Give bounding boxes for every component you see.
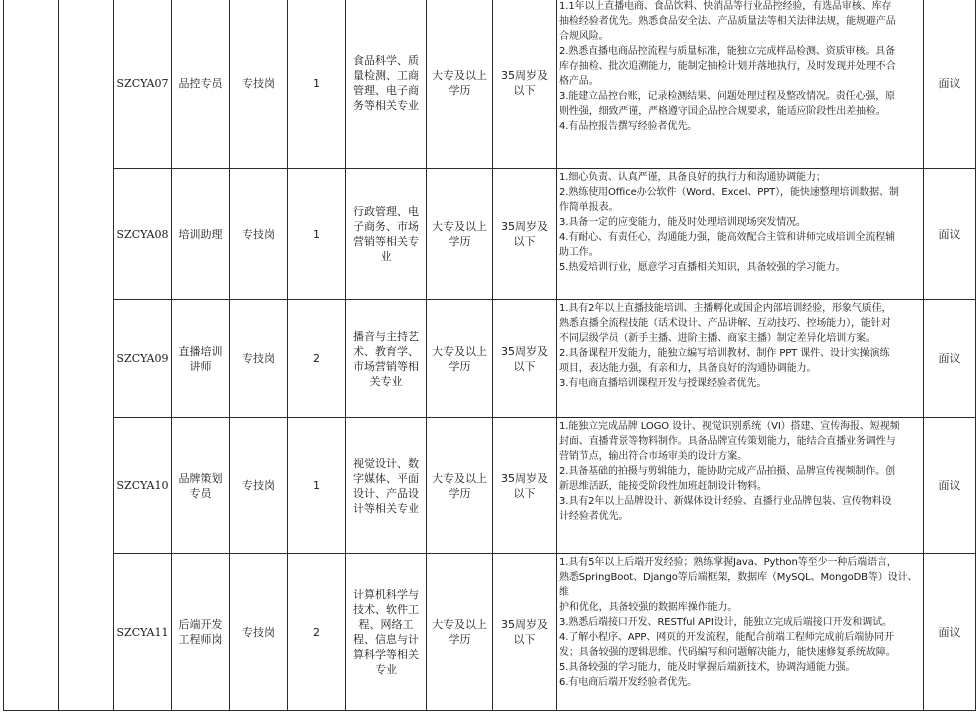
position-type: 专技岗 [230,300,288,418]
requirement-line: 1.能独立完成品牌 LOGO 设计、视觉识别系统（VI）搭建、宣传海报、短视频 [559,421,900,432]
major-requirement: 行政管理、电子商务、市场营销等相关专业 [346,169,427,300]
requirement-line: 2.熟练使用Office办公软件（Word、Excel、PPT），能快速整理培训数据、制 [559,187,899,198]
position-name: 后端开发工程师岗 [172,554,230,711]
requirement-line: 4.有品控报告撰写经验者优先。 [559,121,698,132]
major-requirement: 食品科学、质量检测、工商管理、电子商务等相关专业 [346,0,427,169]
major-requirement: 播音与主持艺术、教育学、市场营销等相关专业 [346,300,427,418]
position-type: 专技岗 [230,169,288,300]
requirement-line: 3.具备一定的应变能力，能及时处理培训现场突发情况。 [559,217,806,228]
requirement-line: 封面、直播背景等物料制作。具备品牌宣传策划能力，能结合直播业务调性与 [559,436,896,447]
position-code: SZCYA07 [114,0,172,169]
position-name: 直播培训讲师 [172,300,230,418]
requirement-line: 3.熟悉后端接口开发、RESTful API设计，能独立完成后端接口开发和调试。 [559,617,892,628]
requirement-line: 4.了解小程序、APP、网页的开发流程，能配合前端工程师完成前后端协同开 [559,632,894,643]
exam-method: 面议 [924,300,976,418]
other-requirements [557,0,924,169]
requirement-line: 则性强，细致严谨，严格遵守国企品控合规要求，能适应阶段性出差抽检。 [559,106,886,117]
requirement-line: 2.熟悉直播电商品控流程与质量标准，能独立完成样品检测、资质审核。具备 [559,46,896,57]
requirement-line: 不同层级学员（新手主播、进阶主播、商家主播）制定差异化培训方案。 [559,333,876,344]
requirement-line: 5.热爱培训行业，愿意学习直播相关知识，具备较强的学习能力。 [559,262,846,273]
other-requirements [557,554,924,711]
age-requirement: 35周岁及以下 [493,0,557,169]
position-code: SZCYA09 [114,300,172,418]
age-requirement: 35周岁及以下 [493,169,557,300]
position-type: 专技岗 [230,0,288,169]
position-code: SZCYA10 [114,418,172,554]
headcount: 1 [288,169,346,300]
requirement-line: 格产品。 [559,76,599,87]
position-code: SZCYA08 [114,169,172,300]
position-name: 培训助理 [172,169,230,300]
other-requirements [557,300,924,418]
exam-method: 面议 [924,0,976,169]
requirement-line: 3.具有2年以上品牌设计、新媒体设计经验、直播行业品牌包装、宣传物料设 [559,496,892,507]
requirement-line: 4.有耐心、有责任心，沟通能力强，能高效配合主管和讲师完成培训全流程辅 [559,232,896,243]
requirement-line: 1.具有5年以上后端开发经验；熟练掌握Java、Python等至少一种后端语言， [559,557,897,568]
requirement-line: 发；具备较强的逻辑思维、代码编写和问题解决能力，能快速修复系统故障。 [559,647,896,658]
requirement-line: 1.具有2年以上直播技能培训、主播孵化或国企内部培训经验，形象气质佳， [559,303,892,314]
education-requirement: 大专及以上学历 [427,418,493,554]
headcount: 1 [288,0,346,169]
requirement-line: 熟悉SpringBoot、Django等后端框架，数据库（MySQL、MongoDB等）设计、维 [559,572,918,598]
requirement-line: 6.有电商后端开发经验者优先。 [559,677,698,688]
table-row [4,0,976,169]
position-name: 品牌策划专员 [172,418,230,554]
headcount: 2 [288,300,346,418]
education-requirement: 大专及以上学历 [427,169,493,300]
requirement-line: 3.能建立品控台账，记录检测结果、问题处理过程及整改情况。责任心强，原 [559,91,896,102]
requirement-line: 新思维活跃，能接受阶段性加班赶制设计物料。 [559,481,767,492]
recruitment-table [3,0,976,711]
blank-cell-left-1 [4,0,59,711]
requirement-line: 合规风险。 [559,31,609,42]
requirement-line: 2.具备基础的拍摄与剪辑能力，能协助完成产品拍摄、品牌宣传视频制作。创 [559,466,896,477]
education-requirement: 大专及以上学历 [427,554,493,711]
headcount: 2 [288,554,346,711]
exam-method: 面议 [924,554,976,711]
exam-method: 面议 [924,418,976,554]
blank-cell-left-2 [59,0,114,711]
position-type: 专技岗 [230,418,288,554]
age-requirement: 35周岁及以下 [493,418,557,554]
requirement-line: 项目，表达能力强，有亲和力，具备良好的沟通协调能力。 [559,363,817,374]
requirement-line: 2.具备课程开发能力，能独立编写培训教材、制作 PPT 课件、设计实操演练 [559,348,890,359]
table-row [4,300,976,418]
requirement-line: 营销节点，输出符合市场审美的设计方案。 [559,451,748,462]
headcount: 1 [288,418,346,554]
requirement-line: 熟悉直播全流程技能（话术设计、产品讲解、互动技巧、控场能力），能针对 [559,318,891,329]
requirement-line: 库存抽检、批次追溯能力，能制定抽检计划并落地执行，及时发现并处理不合 [559,61,896,72]
table-row [4,554,976,711]
position-type: 专技岗 [230,554,288,711]
requirement-line: 5.具备较强的学习能力，能及时掌握后端新技术，协调沟通能力强。 [559,662,856,673]
requirement-line: 计经验者优先。 [559,511,629,522]
requirement-line: 1.1年以上直播电商、食品饮料、快消品等行业品控经验，有选品审核、库存 [559,1,892,12]
requirement-line: 护和优化，具备较强的数据库操作能力。 [559,602,738,613]
requirement-line: 作简单报表。 [559,202,619,213]
major-requirement: 计算机科学与技术、软件工程、网络工程、信息与计算科学等相关专业 [346,554,427,711]
age-requirement: 35周岁及以下 [493,300,557,418]
education-requirement: 大专及以上学历 [427,300,493,418]
table-row [4,169,976,300]
requirement-line: 3.有电商直播培训课程开发与授课经验者优先。 [559,378,767,389]
table-row [4,418,976,554]
requirement-line: 1.细心负责、认真严谨，具备良好的执行力和沟通协调能力； [559,172,826,183]
position-name: 品控专员 [172,0,230,169]
exam-method: 面议 [924,169,976,300]
requirement-line: 抽检经验者优先。熟悉食品安全法、产品质量法等相关法律法规，能规避产品 [559,16,896,27]
other-requirements [557,418,924,554]
major-requirement: 视觉设计、数字媒体、平面设计、产品设计等相关专业 [346,418,427,554]
age-requirement: 35周岁及以下 [493,554,557,711]
other-requirements [557,169,924,300]
position-code: SZCYA11 [114,554,172,711]
education-requirement: 大专及以上学历 [427,0,493,169]
requirement-line: 助工作。 [559,247,599,258]
